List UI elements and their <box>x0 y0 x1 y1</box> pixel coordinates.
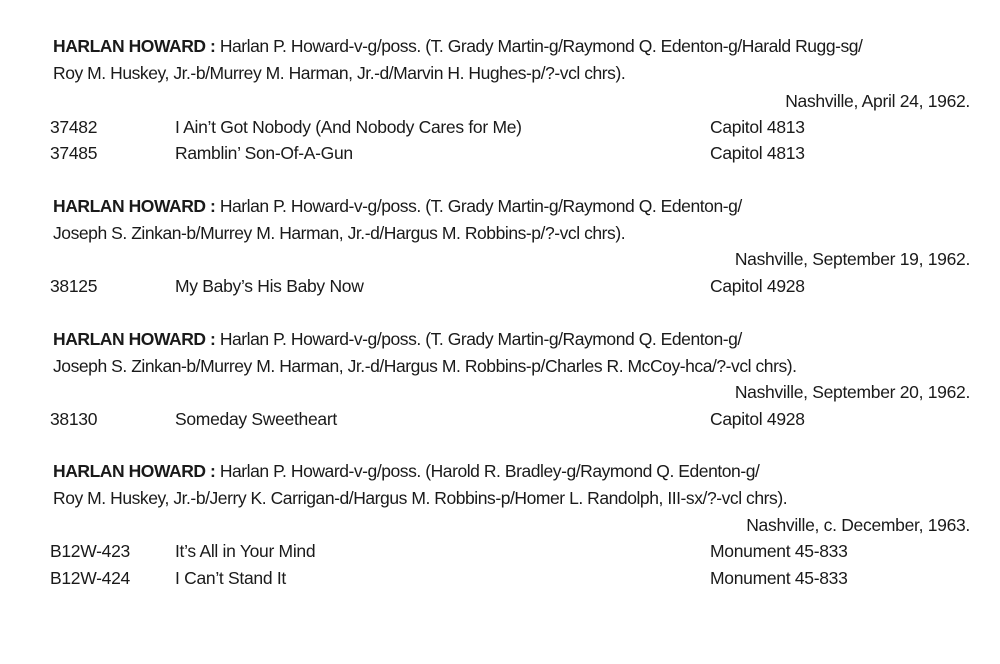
track-row <box>0 140 1000 166</box>
track-row <box>0 538 1000 564</box>
session-header-line-2: Roy M. Huskey, Jr.-b/Jerry K. Carrigan-d/Hargus M. Robbins-p/Homer L. Randolph, III-sx/?-vcl chrs). <box>53 488 788 508</box>
artist-name: HARLAN HOWARD : <box>53 461 216 481</box>
track-row <box>0 565 1000 591</box>
session-date: Nashville, September 19, 1962. <box>734 249 970 269</box>
session-header-line-1 <box>53 33 862 59</box>
personnel-text: Harlan P. Howard-v-g/poss. (T. Grady Martin-g/Raymond Q. Edenton-g/ <box>219 196 742 216</box>
release-label: Capitol 4813 <box>710 117 805 137</box>
session-header-line-1 <box>53 458 759 484</box>
session-date: Nashville, April 24, 1962. <box>785 91 970 111</box>
artist-name: HARLAN HOWARD : <box>53 329 216 349</box>
session-date: Nashville, September 20, 1962. <box>734 382 970 402</box>
track-title: It’s All in Your Mind <box>175 541 316 561</box>
release-label: Capitol 4813 <box>710 143 805 163</box>
track-row <box>0 114 1000 140</box>
matrix-number: 38130 <box>50 409 98 429</box>
track-title: My Baby’s His Baby Now <box>175 276 364 296</box>
personnel-text: Harlan P. Howard-v-g/poss. (Harold R. Bradley-g/Raymond Q. Edenton-g/ <box>219 461 760 481</box>
release-label: Monument 45-833 <box>710 541 848 561</box>
matrix-number: B12W-424 <box>50 568 130 588</box>
track-title: I Ain’t Got Nobody (And Nobody Cares for Me) <box>175 117 522 137</box>
track-title: I Can’t Stand It <box>175 568 286 588</box>
matrix-number: B12W-423 <box>50 541 130 561</box>
session-header-line-1 <box>53 326 742 352</box>
session-header-line-2: Joseph S. Zinkan-b/Murrey M. Harman, Jr.-d/Hargus M. Robbins-p/?-vcl chrs). <box>53 223 626 243</box>
release-label: Monument 45-833 <box>710 568 848 588</box>
track-row <box>0 406 1000 432</box>
artist-name: HARLAN HOWARD : <box>53 36 216 56</box>
session-header-line-1 <box>53 193 742 219</box>
matrix-number: 38125 <box>50 276 98 296</box>
release-label: Capitol 4928 <box>710 276 805 296</box>
track-title: Someday Sweetheart <box>175 409 337 429</box>
artist-name: HARLAN HOWARD : <box>53 196 216 216</box>
session-header-line-2: Roy M. Huskey, Jr.-b/Murrey M. Harman, Jr.-d/Marvin H. Hughes-p/?-vcl chrs). <box>53 63 626 83</box>
matrix-number: 37482 <box>50 117 98 137</box>
session-header-line-2: Joseph S. Zinkan-b/Murrey M. Harman, Jr.-d/Hargus M. Robbins-p/Charles R. McCoy-hca/?-vcl chrs). <box>53 356 797 376</box>
personnel-text: Harlan P. Howard-v-g/poss. (T. Grady Martin-g/Raymond Q. Edenton-g/Harald Rugg-sg/ <box>219 36 863 56</box>
release-label: Capitol 4928 <box>710 409 805 429</box>
matrix-number: 37485 <box>50 143 98 163</box>
personnel-text: Harlan P. Howard-v-g/poss. (T. Grady Martin-g/Raymond Q. Edenton-g/ <box>219 329 742 349</box>
track-row <box>0 273 1000 299</box>
track-title: Ramblin’ Son-Of-A-Gun <box>175 143 353 163</box>
session-date: Nashville, c. December, 1963. <box>746 515 970 535</box>
